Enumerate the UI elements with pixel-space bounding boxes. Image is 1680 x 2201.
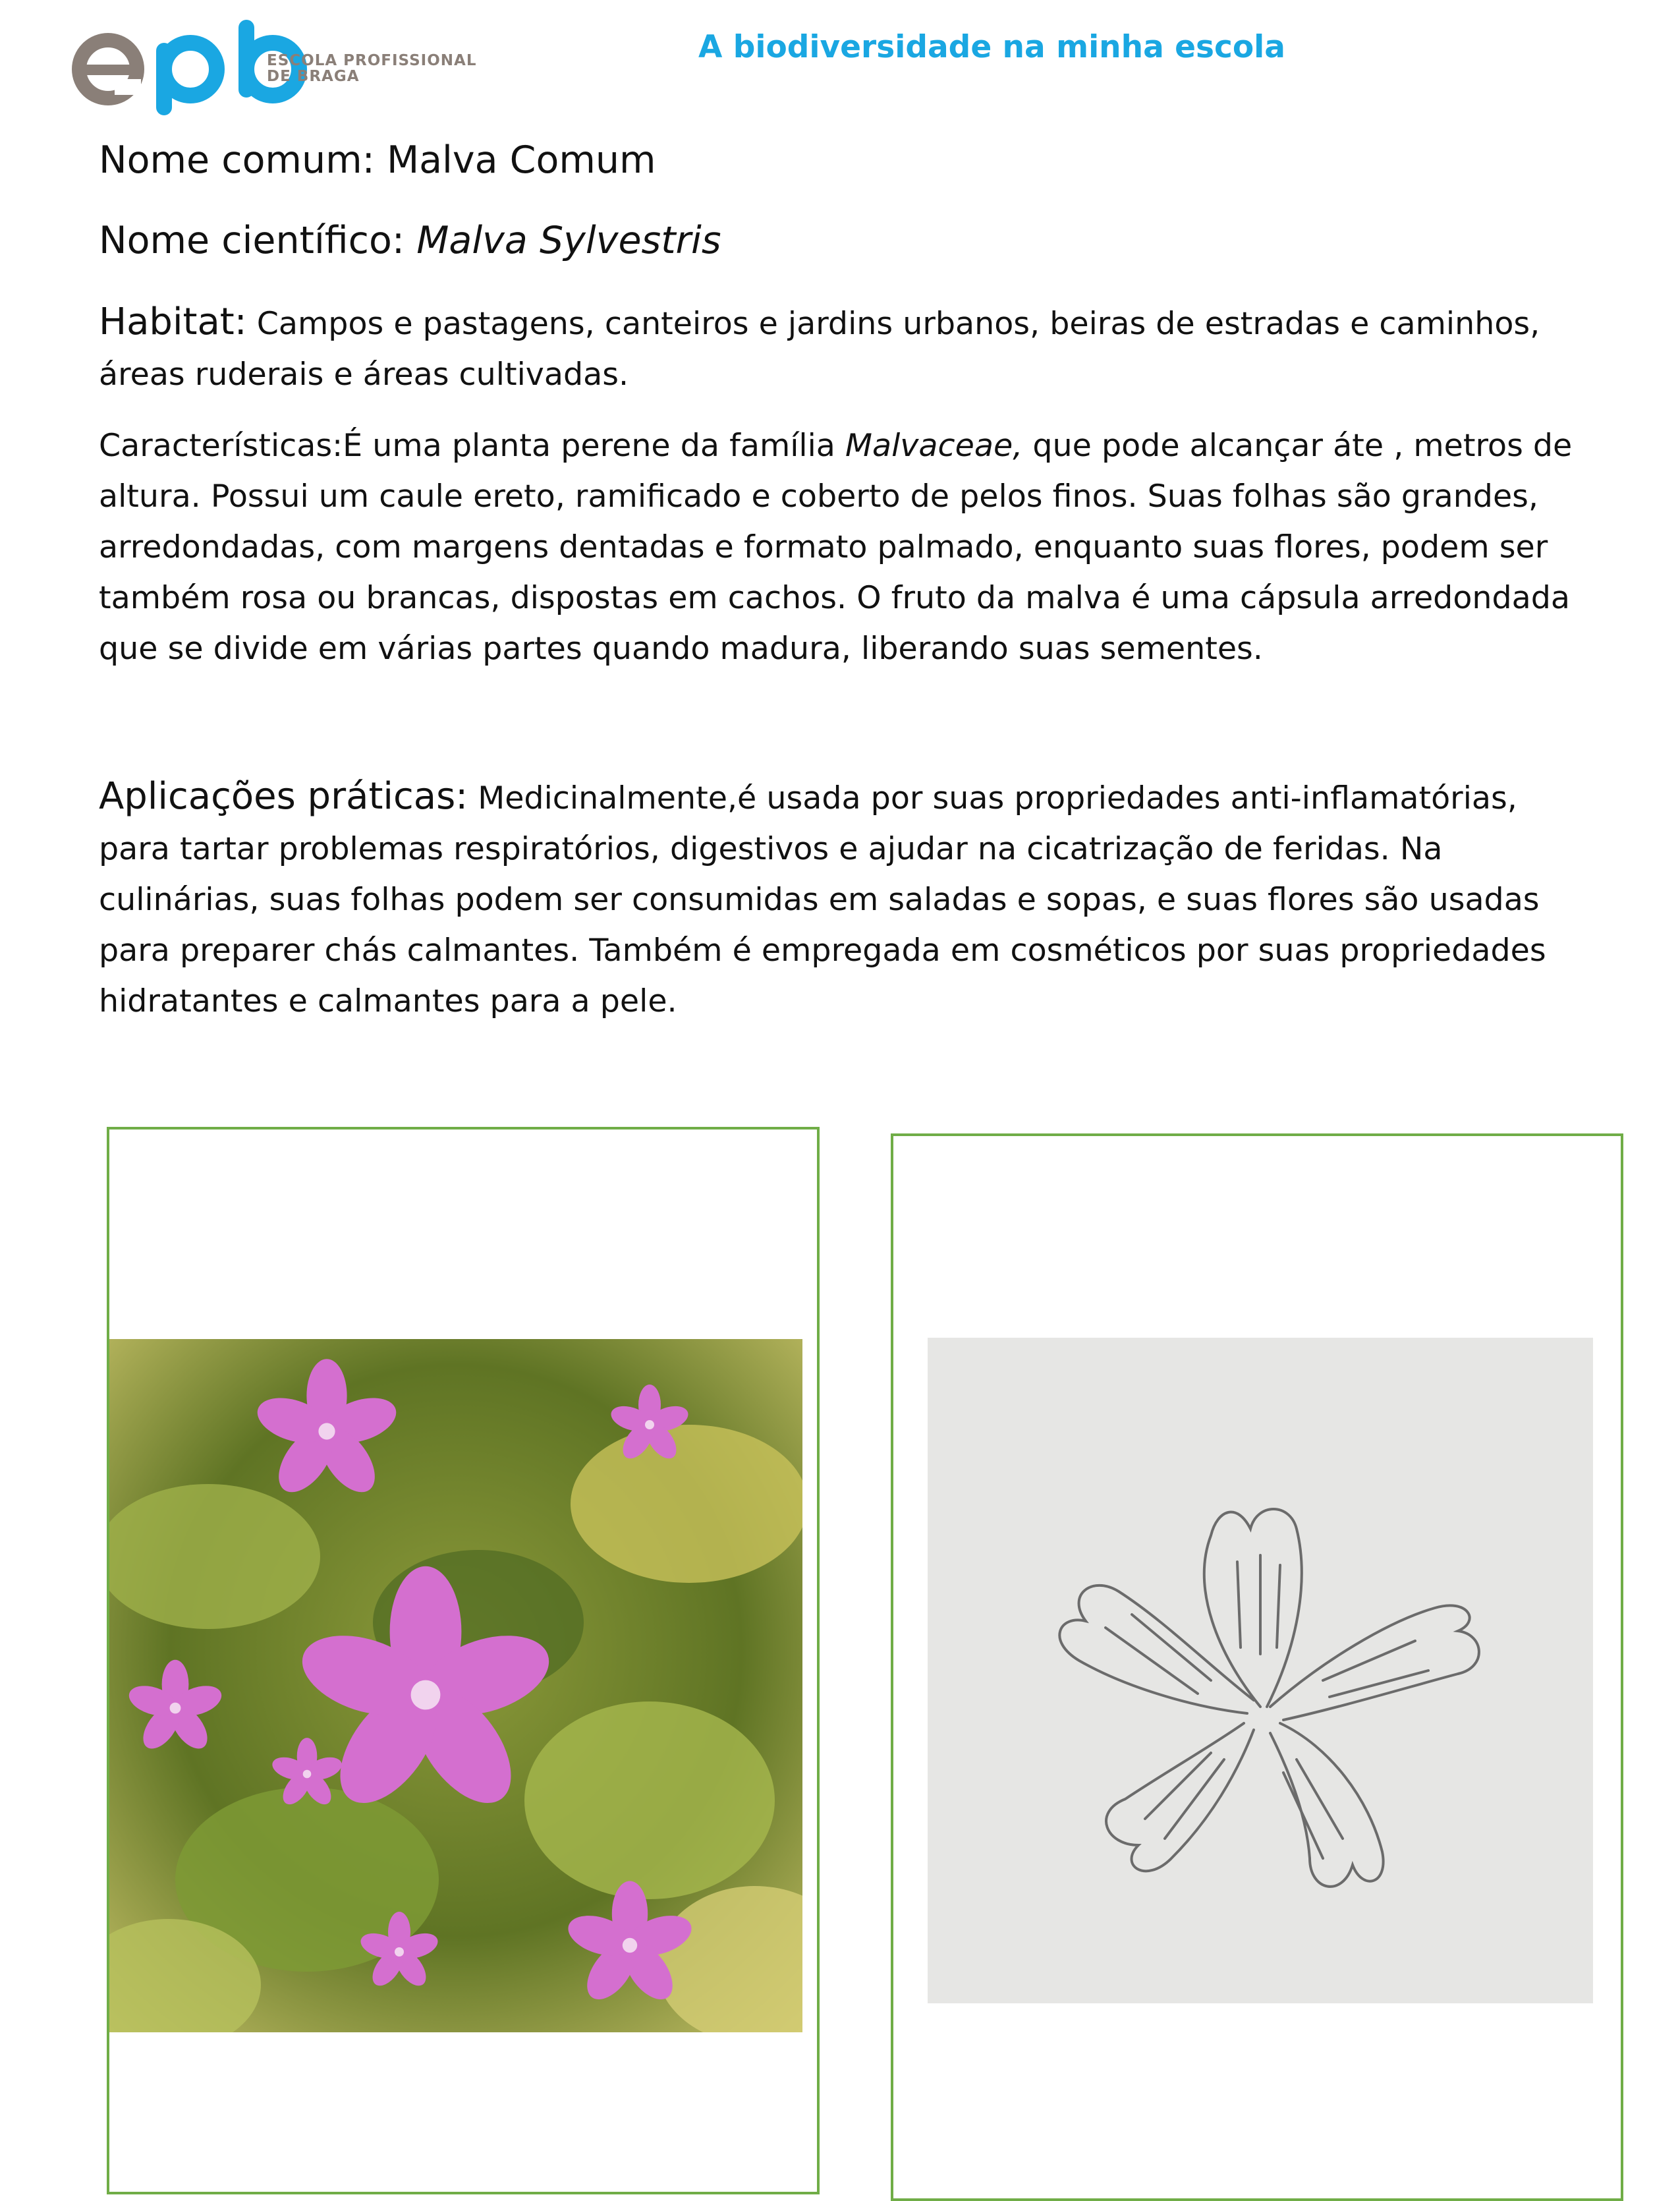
common-name-row [99,137,1588,183]
scientific-name-label: Nome científico: [99,219,405,262]
school-name-line1: ESCOLA PROFISSIONAL [267,52,477,69]
mallow-photo [109,1339,802,2032]
common-name-label: Nome comum: [99,138,375,182]
scientific-name-value: Malva Sylvestris [416,219,721,262]
scientific-name-row [99,217,1588,264]
characteristics-paragraph [99,420,1588,674]
applications-text: Medicinalmente,é usada por suas propriedades anti-inflamatórias, para tartar problemas respiratórios, digestivos e ajudar na cicatrização de feridas. Na culinárias, suas folhas podem ser consumidas em saladas e sopas, e suas flores são usadas para preparer chás calmantes. Também é empregada em cosméticos por suas propriedades hidratantes e calmantes para a pele. [99,780,1546,1019]
applications-paragraph [99,771,1588,1027]
characteristics-text-start: É uma planta perene da família [343,428,846,464]
mallow-flower-sketch-icon [928,1338,1593,2003]
mallow-drawing [928,1338,1593,2003]
school-name-line2: DE BRAGA [267,68,360,85]
common-name-value: Malva Comum [386,138,656,182]
document-title: A biodiversidade na minha escola [698,29,1286,65]
mallow-flower-photo-icon [109,1339,802,2032]
habitat-paragraph [99,297,1588,400]
habitat-text: Campos e pastagens, canteiros e jardins urbanos, beiras de estradas e caminhos, áreas ruderais e áreas cultivadas. [99,306,1540,393]
habitat-label: Habitat: [99,300,247,343]
characteristics-label: Características: [99,428,343,464]
school-name [267,53,476,84]
characteristics-text-end: que pode alcançar áte , metros de altura. Possui um caule ereto, ramificado e coberto de pelos finos. Suas folhas são grandes, arredondadas, com margens dentadas e formato palmado, enquanto suas flores, podem ser também rosa ou brancas, dispostas em cachos. O fruto da malva é uma cápsula arredondada que se divide em várias partes quando madura, liberando suas sementes. [99,428,1573,667]
applications-label: Aplicações práticas: [99,775,468,818]
characteristics-family-name: Malvaceae, [845,428,1023,464]
